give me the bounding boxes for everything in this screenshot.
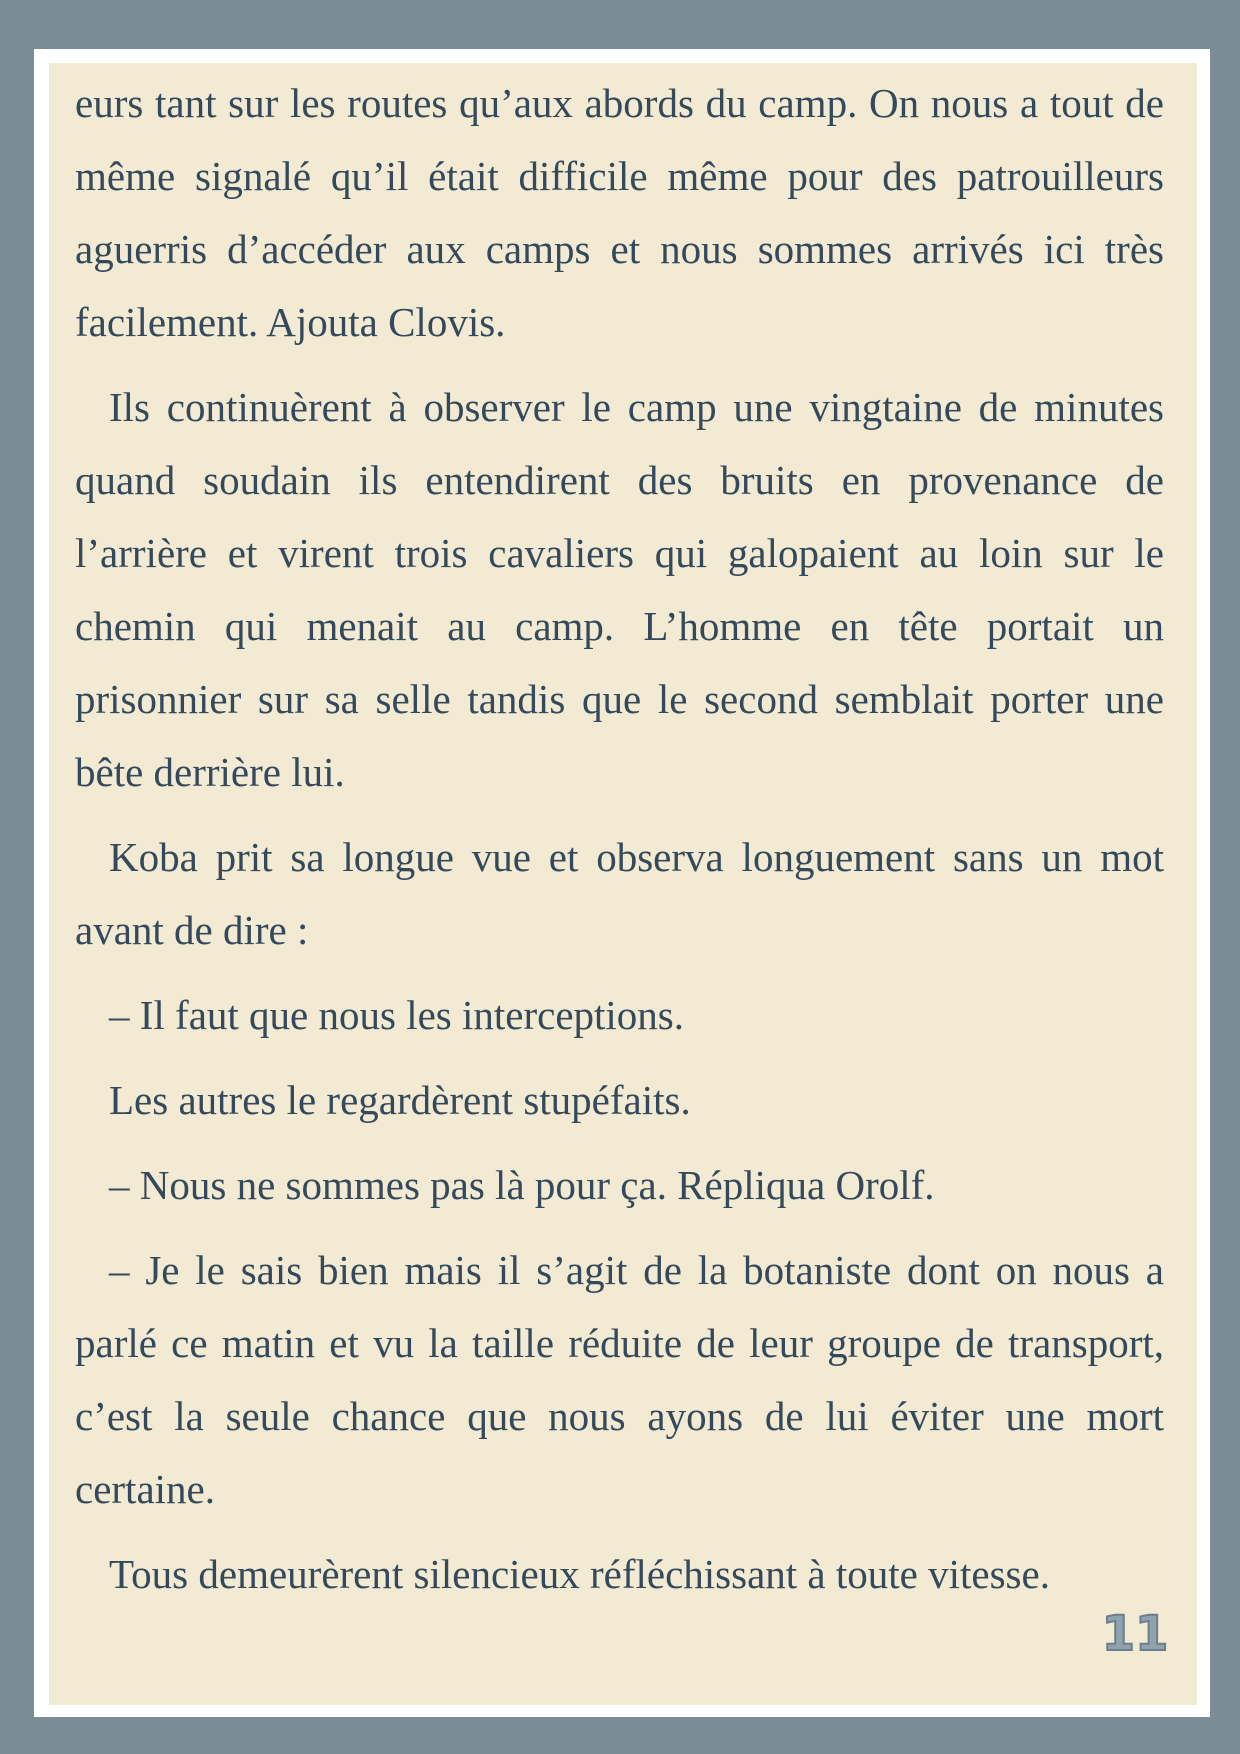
paragraph-5: Les autres le regardèrent stupéfaits. [109,1077,691,1123]
paragraph-7: – Je le sais bien mais il s’agit de la botaniste dont on nous a parlé ce matin et vu la taille réduite de leur groupe de transport, c’est la seule chance que nous ayons de lui éviter une mort certaine. [75,1247,1164,1512]
page-number [1101,1603,1169,1663]
paragraph-4: – Il faut que nous les interceptions. [109,992,685,1038]
paragraph-6: – Nous ne sommes pas là pour ça. Répliqua Orolf. [109,1162,935,1208]
book-page [49,63,1197,1705]
paragraph-1: eurs tant sur les routes qu’aux abords du camp. On nous a tout de même signalé qu’il était difficile même pour des patrouilleurs aguerris d’accéder aux camps et nous sommes arrivés ici très facilement. Ajouta Clovis. [75,80,1164,345]
paragraph-3: Koba prit sa longue vue et observa longuement sans un mot avant de dire : [75,834,1164,953]
page-number-text: 11 [1101,1606,1169,1662]
paragraph-8: Tous demeurèrent silencieux réfléchissant à toute vitesse. [109,1551,1050,1597]
paragraph-2: Ils continuèrent à observer le camp une vingtaine de minutes quand soudain ils entendirent des bruits en provenance de l’arrière et virent trois cavaliers qui galopaient au loin sur le chemin qui menait au camp. L’homme en tête portait un prisonnier sur sa selle tandis que le second semblait porter une bête derrière lui. [75,384,1164,795]
